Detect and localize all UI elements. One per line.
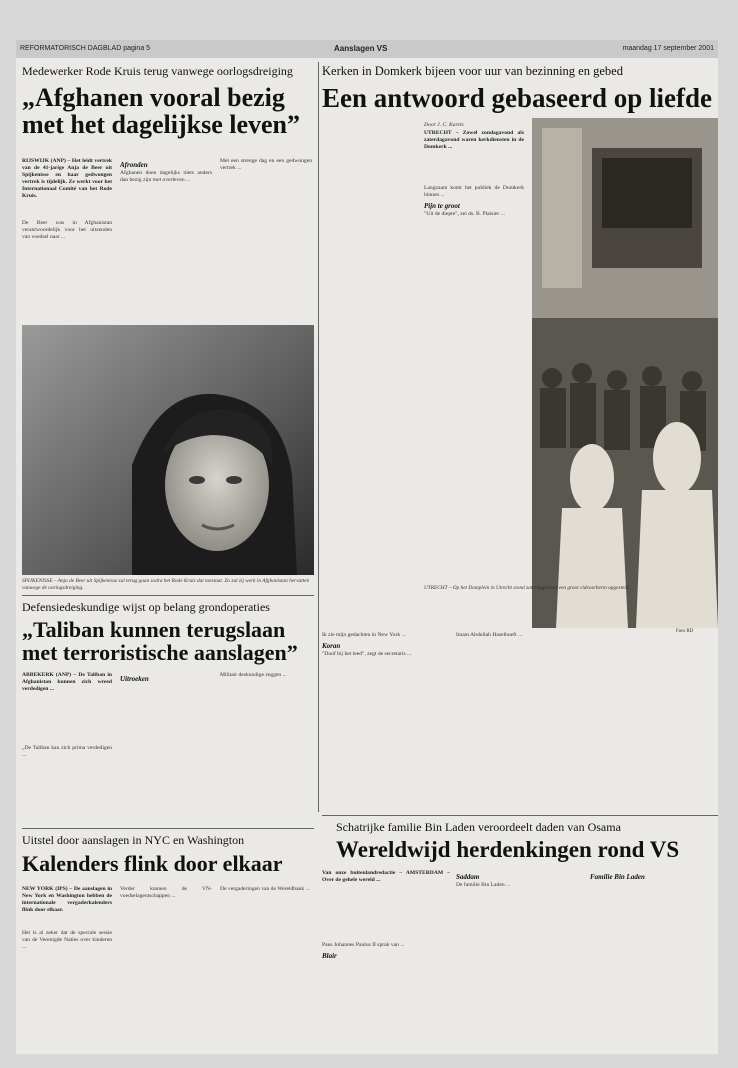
divider bbox=[22, 595, 314, 596]
article1-column-2 bbox=[120, 158, 212, 320]
header-left: REFORMATORISCH DAGBLAD pagina 5 bbox=[20, 45, 151, 52]
portrait-photo bbox=[22, 325, 314, 575]
header-right: maandag 17 september 2001 bbox=[622, 45, 714, 52]
article2-text1: Langzaam komt het publiek de Domkerk binnen ... bbox=[424, 185, 524, 198]
newspaper-page bbox=[16, 40, 718, 1054]
article1-column-1: De Beer was in Afghanistan verantwoordelijk voor het uitzenden van voedsel naar ... bbox=[22, 220, 112, 240]
article1-subhead: Afronden bbox=[120, 161, 148, 169]
article5-headline: Kalenders flink door elkaar bbox=[22, 851, 283, 876]
article2-byline: Door J. C. Karels bbox=[424, 122, 464, 128]
article3-kicker: Defensiedeskundige wijst op belang grondoperaties bbox=[22, 600, 270, 614]
article1-kicker: Medewerker Rode Kruis terug vanwege oorlogsdreiging bbox=[22, 64, 293, 78]
article4-subhead1: Blair bbox=[322, 952, 337, 960]
article2-subhead1: Pijn te groot bbox=[424, 202, 460, 210]
article2-kicker: Kerken in Domkerk bijeen voor uur van bezinning en gebed bbox=[322, 64, 623, 78]
article2-text3: Ik zie mijn gedachten in New York ... bbox=[322, 632, 406, 638]
article2-column-2 bbox=[322, 632, 452, 812]
divider bbox=[22, 828, 314, 829]
article5-column-1: Het is al zeker dat de speciale sessie van de Verenigde Naties over kinderen ... bbox=[22, 930, 112, 950]
divider bbox=[322, 815, 718, 816]
article3-subhead: Uitroeken bbox=[120, 675, 149, 683]
article2-column-3: Imam Abdullah Haselhoeft ... bbox=[456, 632, 523, 638]
article5-column-3: De vergaderingen van de Wereldbank ... bbox=[220, 886, 310, 892]
header-center: Aanslagen VS bbox=[334, 44, 388, 53]
church-photo bbox=[532, 118, 718, 628]
article3-column-3: Militair deskundige zeggen ... bbox=[220, 672, 287, 678]
article4-subhead3: Familie Bin Laden bbox=[590, 873, 645, 881]
article3-column-1: „De Taliban kan zich prima verdedigen ... bbox=[22, 745, 112, 758]
photo-credit: Foto RD bbox=[676, 629, 694, 634]
article4-kicker: Schatrijke familie Bin Laden veroordeelt daden van Osama bbox=[336, 820, 621, 834]
article4-column-2 bbox=[456, 870, 584, 1050]
article2-lead: UTRECHT – Zowel zondagavond als zaterdagavond waren kerkdiensten in de Domkerk ... bbox=[424, 130, 524, 150]
article5-kicker: Uitstel door aanslagen in NYC en Washington bbox=[22, 833, 245, 847]
article1-column-3: Met een strenge dag en een gedwongen vertrek ... bbox=[220, 158, 312, 171]
article4-column-1 bbox=[322, 942, 450, 1052]
article1-lead: RIJSWIJK (ANP) – Het leidt vertrek van de 41-jarige Anja de Beer uit Spijkenisse en haar gedwongen vertrek is tijdelijk. Ze werkt voor het Internationaal Comité van het Rode Kruis. bbox=[22, 158, 112, 199]
column-divider bbox=[318, 62, 319, 812]
article4-headline: Wereldwijd herdenkingen rond VS bbox=[336, 837, 680, 862]
article2-subhead2: Koran bbox=[322, 642, 341, 650]
article5-column-2: Verder kunnen de VN-voedselagentschappen ... bbox=[120, 886, 212, 899]
article1-headline: „Afghanen vooral bezig met het dagelijkse leven” bbox=[22, 83, 301, 140]
article1-column-2-text: Afghanen doen dagelijks niets anders dan bezig zijn met overleven ... bbox=[120, 170, 212, 183]
article2-headline: Een antwoord gebaseerd op liefde bbox=[322, 83, 712, 113]
page-header bbox=[16, 40, 718, 58]
article4-text1: Paus Johannes Paulus II sprak van ... bbox=[322, 942, 405, 948]
article2-column-1 bbox=[424, 185, 524, 580]
article2-text4: "Doof bij het leed", zegt de secretaris ... bbox=[322, 651, 412, 657]
article4-text2: De familie Bin Laden ... bbox=[456, 882, 511, 888]
article3-column-2 bbox=[120, 672, 212, 824]
article4-subhead2: Saddam bbox=[456, 873, 480, 881]
article3-lead: ABBEKERK (ANP) – De Taliban in Afghanistan kunnen zich wreed verdedigen ... bbox=[22, 672, 112, 692]
article3-headline: „Taliban kunnen terugslaan met terroristische aanslagen” bbox=[22, 617, 298, 666]
article4-lead: Van onze buitenlandredactie – AMSTERDAM – Over de gehele wereld ... bbox=[322, 870, 450, 883]
church-caption: UTRECHT – Op het Domplein in Utrecht stond zaterdagavond een groot videoscherm opgesteld ... bbox=[424, 585, 634, 591]
article4-column-3 bbox=[590, 870, 718, 1050]
article5-lead: NEW YORK (IPS) – De aanslagen in New York en Washington hebben de internationale vergaderkalenders flink door elkaar. bbox=[22, 886, 112, 913]
portrait-caption: SPIJKENISSE – Anja de Beer uit Spijkenisse zal terug gaan zodra het Rode Kruis dat toestaat. Zo zal zij werk in Afghanistan hervatten vanwege de oorlogsdreiging. bbox=[22, 578, 310, 591]
article2-text2: "Uit de diepte", zei ds. B. Plaisier ... bbox=[424, 211, 505, 217]
